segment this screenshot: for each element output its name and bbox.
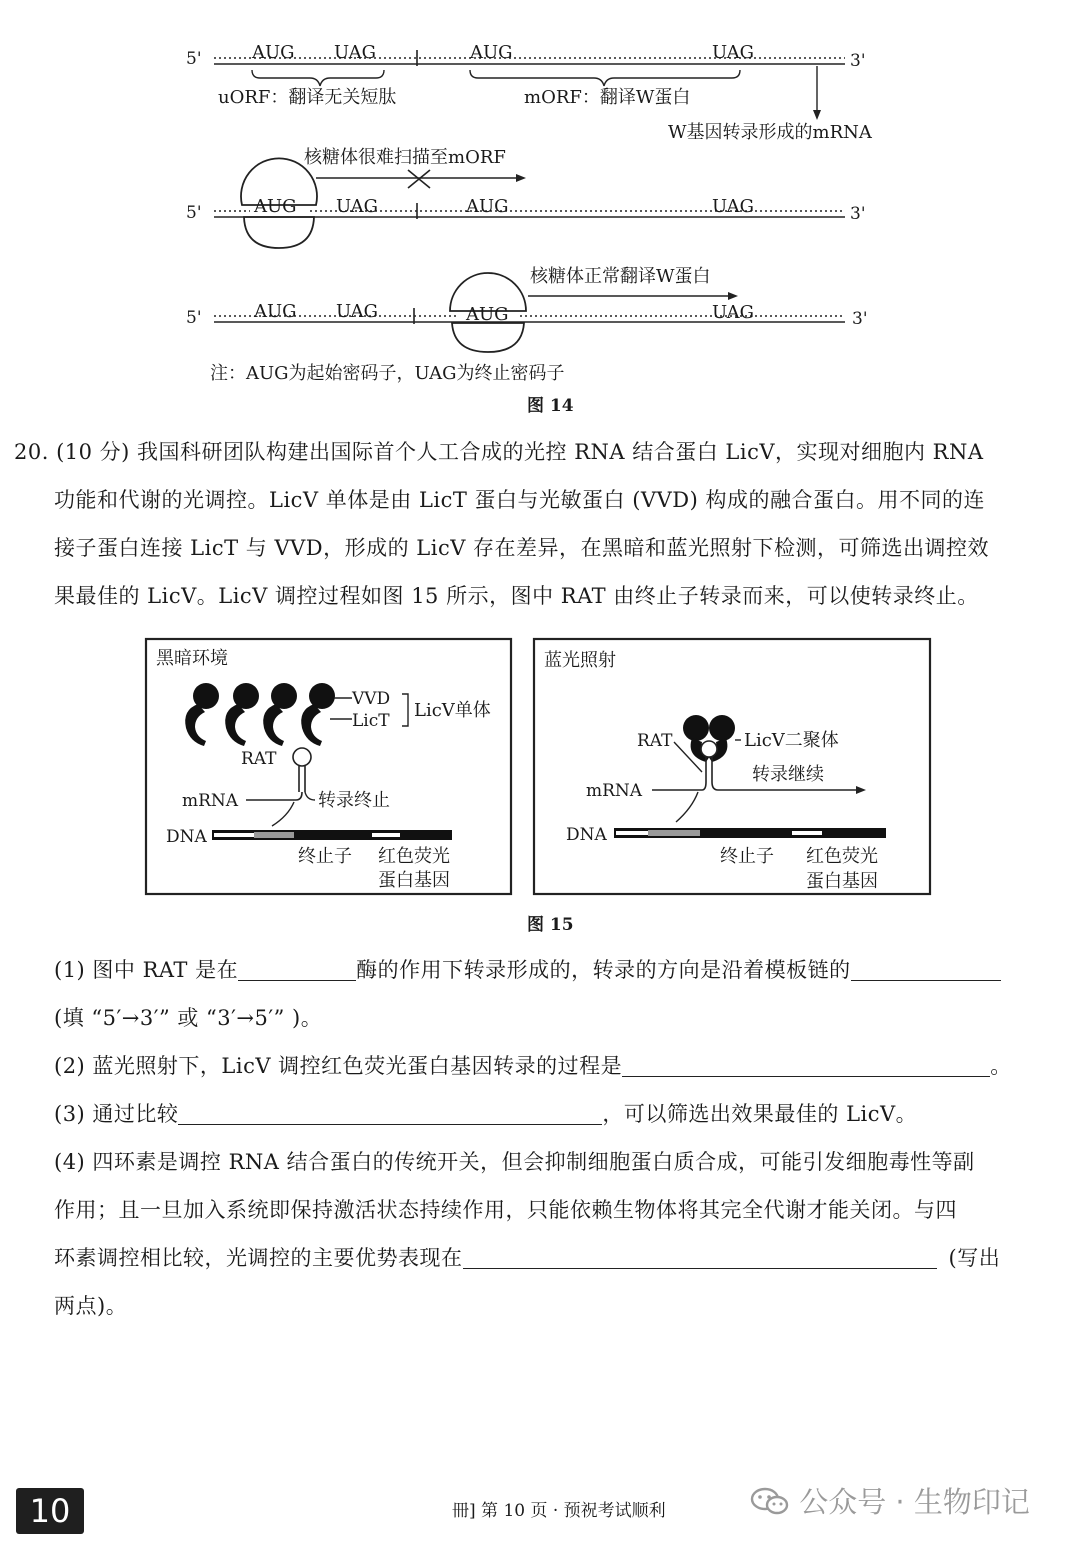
monomer-label: LicV单体 <box>414 700 491 721</box>
q3-line <box>54 1090 1064 1138</box>
row1-morf-uag: UAG <box>712 42 754 63</box>
mrna-row-1 <box>186 42 873 143</box>
q1-blank-enzyme[interactable] <box>238 958 356 981</box>
dark-dna-label: DNA <box>166 827 207 847</box>
wechat-icon <box>750 1486 790 1516</box>
page-number-badge: 10 <box>16 1488 84 1534</box>
dark-mrna-label: mRNA <box>182 791 239 811</box>
stem-line-4: 果最佳的 LicV。LicV 调控过程如图 15 所示，图中 RAT 由终止子转录而来，可以使转录终止。 <box>54 584 979 608</box>
blue-rat-label: RAT <box>637 731 673 751</box>
stem-line-2: 功能和代谢的光调控。LicV 单体是由 LicT 蛋白与光敏蛋白 (VVD) 构成的融合蛋白。用不同的连 <box>54 488 985 512</box>
q4-text-b: (写出 <box>948 1246 1001 1270</box>
stem-line-1: 我国科研团队构建出国际首个人工合成的光控 RNA 结合蛋白 LicV，实现对细胞内 RNA <box>137 440 984 464</box>
q1-text-c: (填 “5′→3′” 或 “3′→5′” )。 <box>54 1006 323 1030</box>
stem-line-3: 接子蛋白连接 LicT 与 VVD，形成的 LicV 存在差异，在黑暗和蓝光照射下检测，可筛选出调控效 <box>54 536 990 560</box>
figure-15 <box>0 630 1080 940</box>
translate-label: 核糖体正常翻译W蛋白 <box>530 266 711 287</box>
blue-rfp-line2: 蛋白基因 <box>806 871 878 892</box>
row3-uorf-uag: UAG <box>336 301 378 322</box>
q2-text-a: (2) 蓝光照射下，LicV 调控红色荧光蛋白基因转录的过程是 <box>54 1054 623 1078</box>
translate-arrow-icon <box>728 292 738 300</box>
row1-uorf-uag: UAG <box>334 42 376 63</box>
uorf-label: uORF：翻译无关短肽 <box>218 87 397 108</box>
fig14-caption: 图 14 <box>527 396 574 416</box>
row2-3prime: 3' <box>850 204 866 224</box>
figure-14 <box>0 0 1080 420</box>
q3-blank[interactable] <box>178 1102 602 1125</box>
q3-text-b: ，可以筛选出效果最佳的 LicV。 <box>602 1102 918 1126</box>
blue-terminator-segment <box>648 830 700 836</box>
row3-3prime: 3' <box>852 309 868 329</box>
mrna-label: W基因转录形成的mRNA <box>668 122 872 143</box>
scan-arrow-icon <box>516 174 526 182</box>
subquestions <box>54 946 1064 1330</box>
q3-text-a: (3) 通过比较 <box>54 1102 179 1126</box>
blue-terminator-label: 终止子 <box>720 846 774 867</box>
q2-text-b: 。 <box>990 1054 1012 1078</box>
vvd-label: VVD <box>352 689 391 709</box>
dark-panel <box>146 639 511 894</box>
lict-label: LicT <box>352 711 390 731</box>
row3-morf-aug: AUG <box>466 304 509 325</box>
dark-rfp-line1: 红色荧光 <box>378 846 450 867</box>
dark-title: 黑暗环境 <box>156 648 228 669</box>
row1-uorf-aug: AUG <box>252 42 295 63</box>
fig14-note: 注：AUG为起始密码子，UAG为终止密码子 <box>210 363 565 384</box>
q4-text-a: 环素调控相比较，光调控的主要优势表现在 <box>54 1246 463 1270</box>
morf-label: mORF：翻译W蛋白 <box>524 87 691 108</box>
q4-blank[interactable] <box>463 1246 937 1269</box>
row2-5prime: 5' <box>186 203 202 223</box>
q4-line-2: 作用；且一旦加入系统即保持激活状态持续作用，只能依赖生物体将其完全代谢才能关闭。与四 <box>54 1198 957 1222</box>
watermark-text: 公众号 · 生物印记 <box>799 1485 1030 1519</box>
watermark <box>750 1480 1030 1521</box>
q2-line <box>54 1042 1064 1090</box>
q1-text-b: 酶的作用下转录形成的，转录的方向是沿着模板链的 <box>356 958 851 982</box>
ribosome-small-subunit-icon <box>452 323 524 352</box>
page-footer-text: 冊] 第 10 页 · 预祝考试顺利 <box>452 1501 666 1521</box>
blue-title: 蓝光照射 <box>544 650 616 671</box>
ribosome-small-subunit-icon <box>244 217 314 248</box>
term-stop-label: 转录终止 <box>318 790 390 811</box>
row3-uorf-aug: AUG <box>254 301 297 322</box>
row1-3prime: 3' <box>850 51 866 71</box>
dark-rat-label: RAT <box>241 749 277 769</box>
mrna-arrow-icon <box>813 110 821 120</box>
blue-light-panel <box>534 639 930 894</box>
row1-5prime: 5' <box>186 49 202 69</box>
scan-fail-label: 核糖体很难扫描至mORF <box>304 147 506 168</box>
row3-5prime: 5' <box>186 308 202 328</box>
q1-text-a: (1) 图中 RAT 是在 <box>54 958 239 982</box>
blue-rat-hairpin-icon <box>701 741 717 757</box>
fig15-caption: 图 15 <box>527 915 574 935</box>
row2-morf-uag: UAG <box>712 196 754 217</box>
block-x-icon <box>408 170 430 188</box>
q4-line-3 <box>54 1234 1064 1282</box>
question-number: 20. (10 分) <box>14 440 138 464</box>
row2-uorf-uag: UAG <box>336 196 378 217</box>
dimer-label: LicV二聚体 <box>744 730 839 751</box>
blue-mrna-label: mRNA <box>586 781 643 801</box>
q4-line-1: (4) 四环素是调控 RNA 结合蛋白的传统开关，但会抑制细胞蛋白质合成，可能引发细胞毒性等副 <box>54 1150 975 1174</box>
blue-dna-label: DNA <box>566 825 607 845</box>
morf-brace <box>470 70 740 86</box>
terminator-segment <box>254 832 294 838</box>
q1-blank-direction[interactable] <box>851 958 1001 981</box>
question-20-stem <box>14 428 1064 620</box>
rat-hairpin-icon <box>293 748 311 766</box>
mrna-row-3 <box>186 266 868 352</box>
q1-line-1 <box>54 946 1064 994</box>
dark-rfp-line2: 蛋白基因 <box>378 870 450 891</box>
blue-rfp-line1: 红色荧光 <box>806 846 878 867</box>
q2-blank[interactable] <box>622 1054 990 1077</box>
mrna-row-2 <box>186 147 866 248</box>
dark-terminator-label: 终止子 <box>298 846 352 867</box>
q4-line-4: 两点)。 <box>54 1294 128 1318</box>
uorf-brace <box>252 70 384 86</box>
row3-morf-uag: UAG <box>712 302 754 323</box>
row2-morf-aug: AUG <box>466 196 509 217</box>
row2-uorf-aug: AUG <box>254 196 297 217</box>
row1-morf-aug: AUG <box>470 42 513 63</box>
continue-label: 转录继续 <box>752 764 824 785</box>
